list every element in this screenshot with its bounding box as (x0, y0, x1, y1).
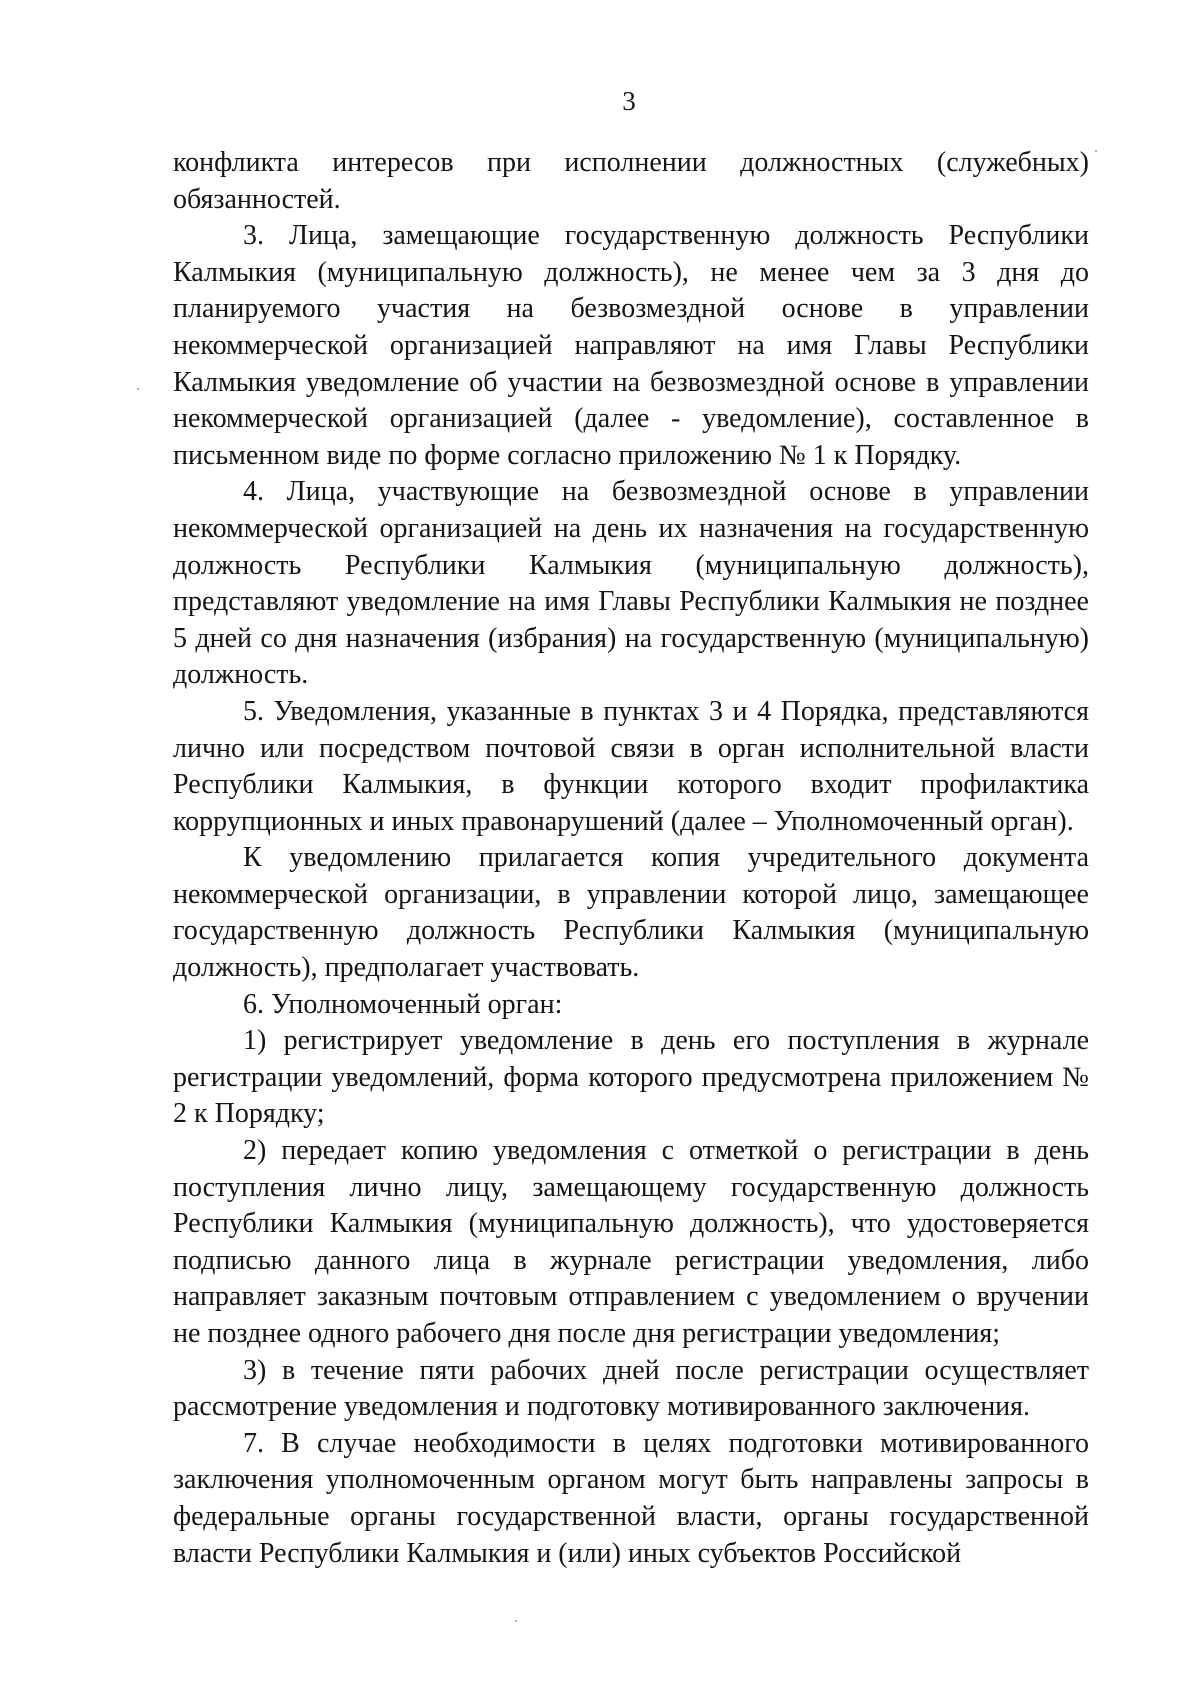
paragraph-continuation: конфликта интересов при исполнении должностных (служебных) обязанностей. (173, 147, 1089, 215)
scan-speck (515, 1620, 517, 1622)
paragraph-item-5: 5. Уведомления, указанные в пунктах 3 и 4 Порядка, представляются лично или посредством почтовой связи в орган исполнительной власти Республики Калмыкия, в функции которого входит профилактика коррупционных и иных правонарушений (далее – Уполномоченный орган). (173, 695, 1089, 837)
paragraph-subitem-3: 3) в течение пяти рабочих дней после регистрации осуществляет рассмотрение уведомления и подготовку мотивированного заключения. (173, 1354, 1089, 1423)
paragraph-subitem-2: 2) передает копию уведомления с отметкой о регистрации в день поступления лично лицу, замещающему государственную должность Республики Калмыкия (муниципальную должность), что удостоверяется подписью данного лица в журнале регистрации уведомления, либо направляет заказным почтовым отправлением с уведомлением о вручении не позднее одного рабочего дня после дня регистрации уведомления; (173, 1135, 1089, 1349)
paragraph-attachment: К уведомлению прилагается копия учредительного документа некоммерческой организации, в управлении которой лицо, замещающее государственную должность Республики Калмыкия (муниципальную должность), предполагает участвовать. (173, 842, 1089, 984)
paragraph-subitem-1: 1) регистрирует уведомление в день его поступления в журнале регистрации уведомлений, форма которого предусмотрена приложением № 2 к Порядку; (173, 1025, 1089, 1130)
paragraph-item-7: 7. В случае необходимости в целях подготовки мотивированного заключения уполномоченным органом могут быть направлены запросы в федеральные органы государственной власти, органы государственной власти Республики Калмыкия и (или) иных субъектов Российской (173, 1427, 1089, 1569)
scan-speck (1095, 150, 1097, 152)
paragraph-item-6: 6. Уполномоченный орган: (243, 988, 563, 1020)
paragraph-item-3: 3. Лица, замещающие государственную должность Республики Калмыкия (муниципальную должность), не менее чем за 3 дня до планируемого участия на безвозмездной основе в управлении некоммерческой организацией направляют на имя Главы Республики Калмыкия уведомление об участии на безвозмездной основе в управлении некоммерческой организацией (далее - уведомление), составленное в письменном виде по форме согласно приложению № 1 к Порядку. (173, 220, 1089, 471)
document-body (173, 145, 1089, 1572)
paragraph-item-4: 4. Лица, участвующие на безвозмездной основе в управлении некоммерческой организацией на день их назначения на государственную должность Республики Калмыкия (муниципальную должность), представляют уведомление на имя Главы Республики Калмыкия не позднее 5 дней со дня назначения (избрания) на государственную (муниципальную) должность. (173, 476, 1089, 691)
scan-speck (137, 388, 139, 390)
page-number: 3 (622, 86, 636, 116)
